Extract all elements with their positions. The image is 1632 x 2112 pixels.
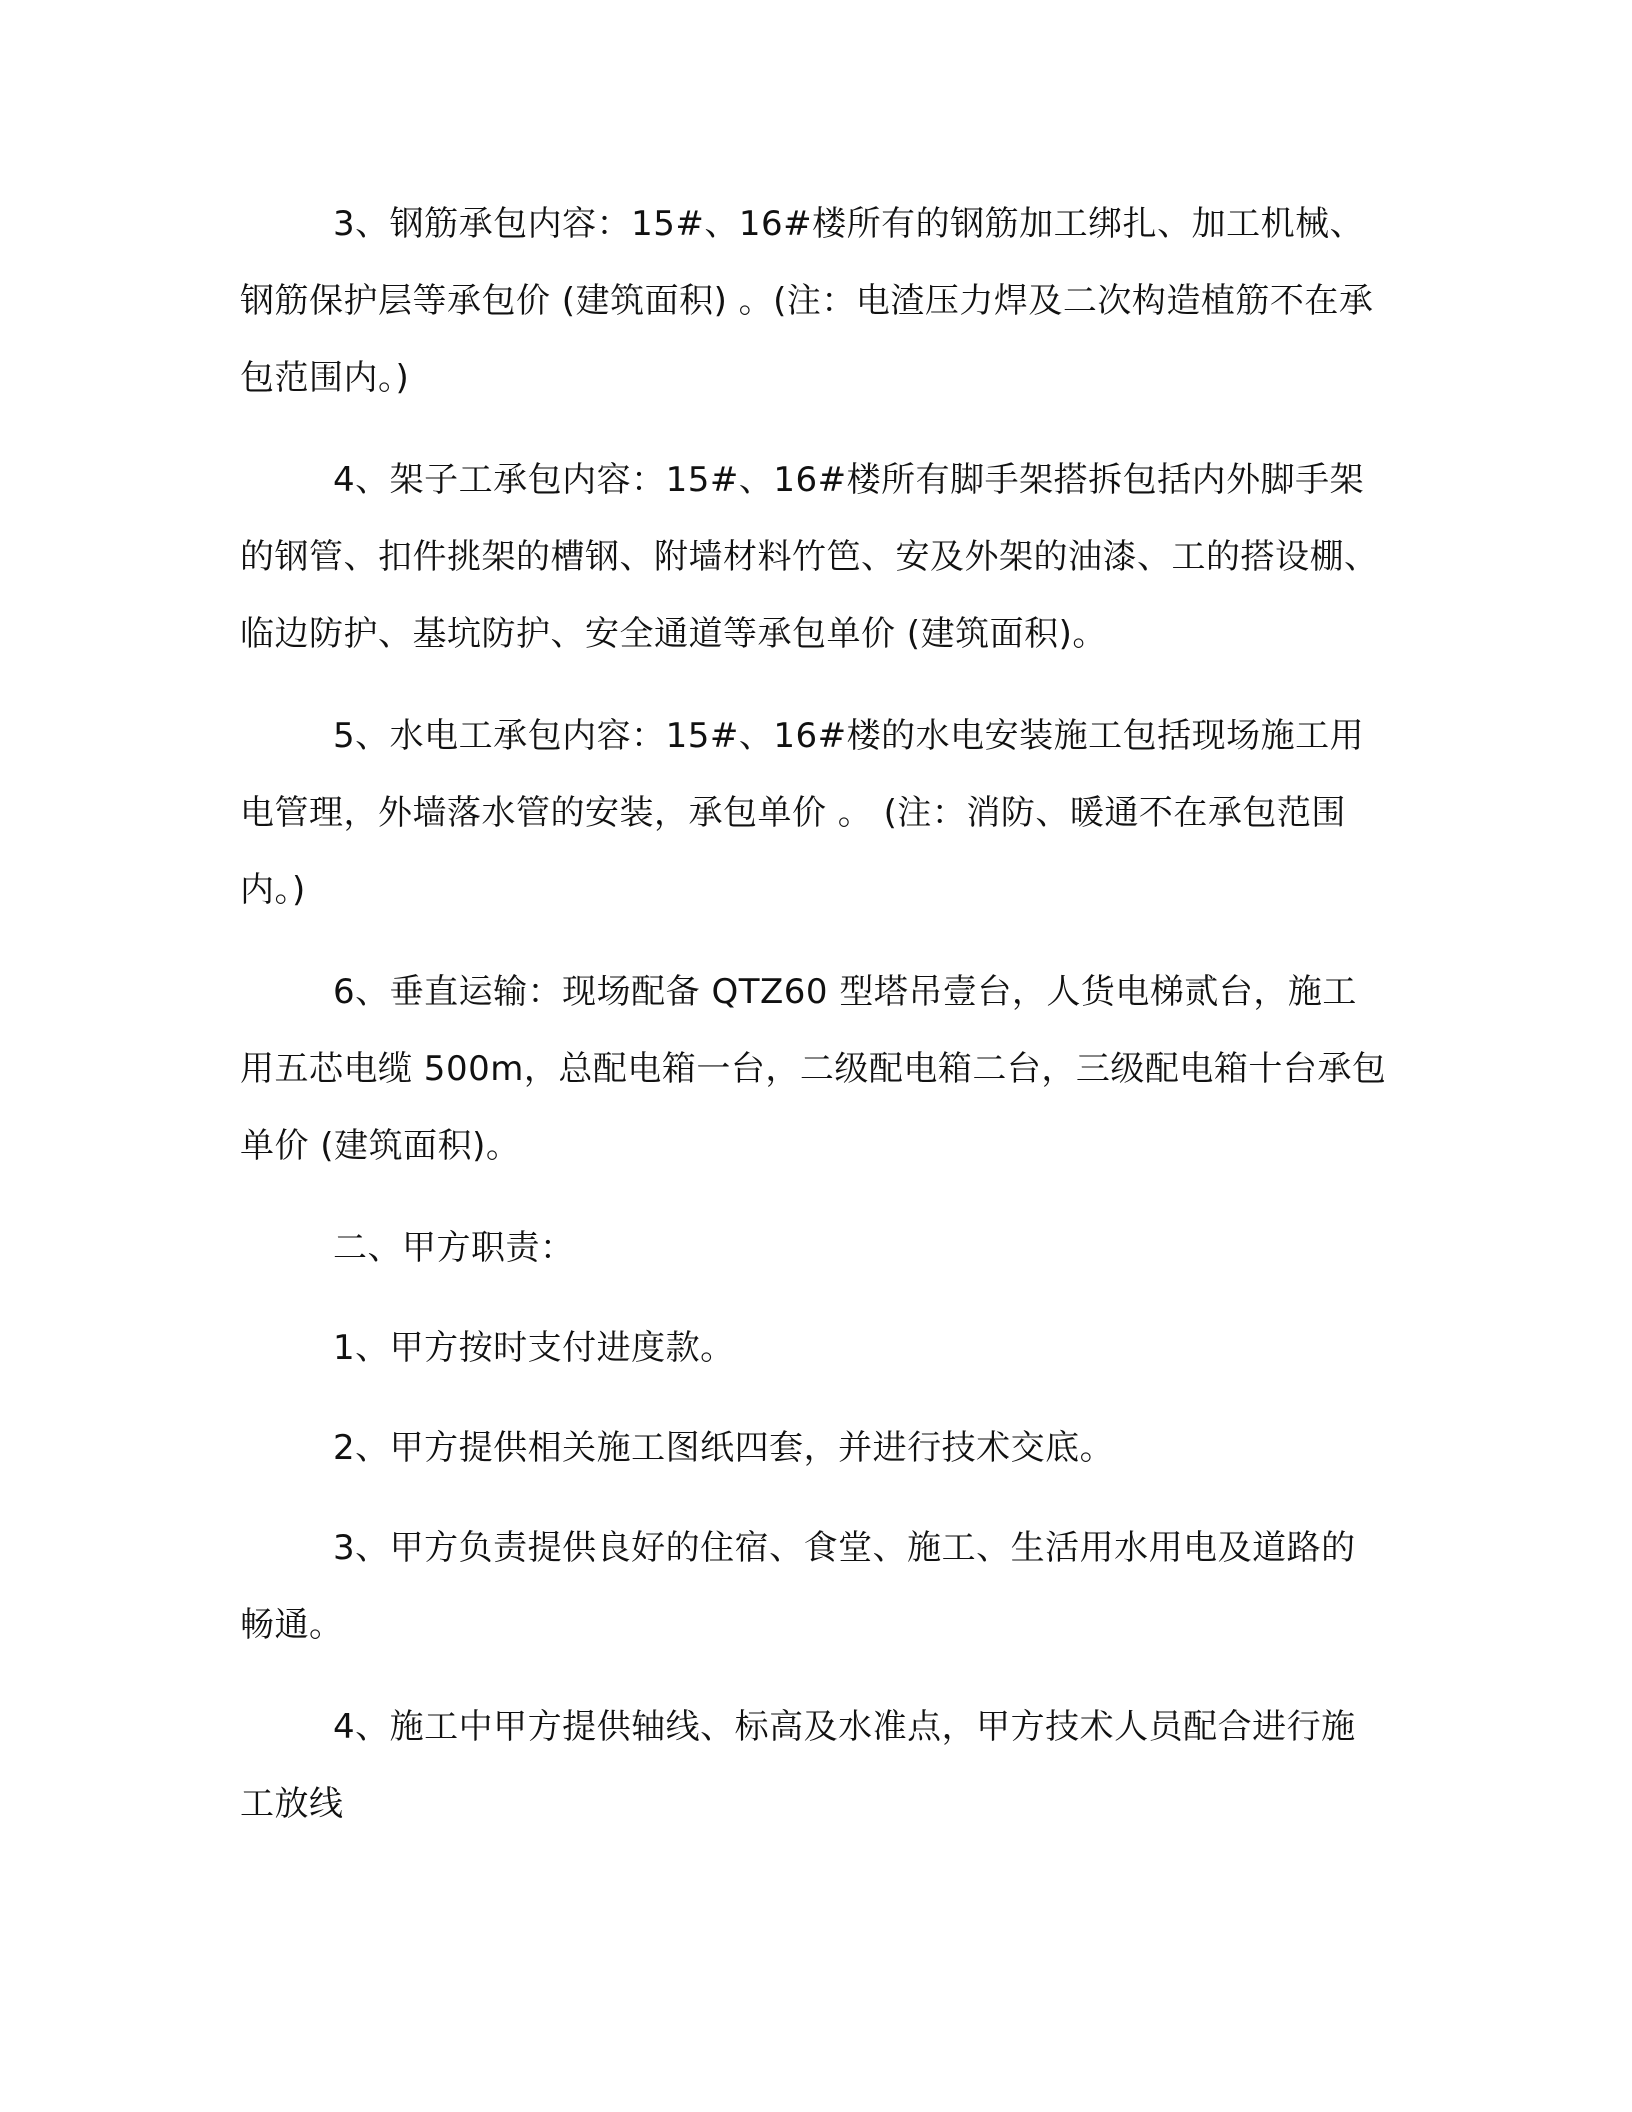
section-heading-party-a-duties: 二、甲方职责： [333,1228,575,1268]
document-body [240,186,1390,1843]
paragraph-facilities-duty: 3、甲方负责提供良好的住宿、食堂、施工、生活用水用电及道路的畅通。 [240,1528,1356,1645]
paragraph-drawings-duty: 2、甲方提供相关施工图纸四套，并进行技术交底。 [333,1428,1115,1468]
paragraph-vertical-transport: 6、垂直运输：现场配备 QTZ60 型塔吊壹台，人货电梯贰台，施工用五芯电缆 500m，总配电箱一台，二级配电箱二台，三级配电箱十台承包单价 (建筑面积)。 [240,972,1387,1166]
paragraph-payment-duty: 1、甲方按时支付进度款。 [333,1328,735,1368]
paragraph-scaffolding-contract: 4、架子工承包内容：15#、16#楼所有脚手架搭拆包括内外脚手架的钢管、扣件挑架的槽钢、附墙材料竹笆、安及外架的油漆、工的搭设棚、临边防护、基坑防护、安全通道等承包单价 (建筑面积)。 [240,460,1379,654]
paragraph-rebar-contract: 3、钢筋承包内容：15#、16#楼所有的钢筋加工绑扎、加工机械、钢筋保护层等承包价 (建筑面积) 。(注：电渣压力焊及二次构造植筋不在承包范围内。) [240,204,1374,398]
paragraph-plumbing-electrical-contract: 5、水电工承包内容：15#、16#楼的水电安装施工包括现场施工用电管理，外墙落水管的安装，承包单价 。 (注：消防、暖通不在承包范围内。) [240,716,1365,910]
paragraph-survey-duty: 4、施工中甲方提供轴线、标高及水准点，甲方技术人员配合进行施工放线 [240,1707,1356,1824]
